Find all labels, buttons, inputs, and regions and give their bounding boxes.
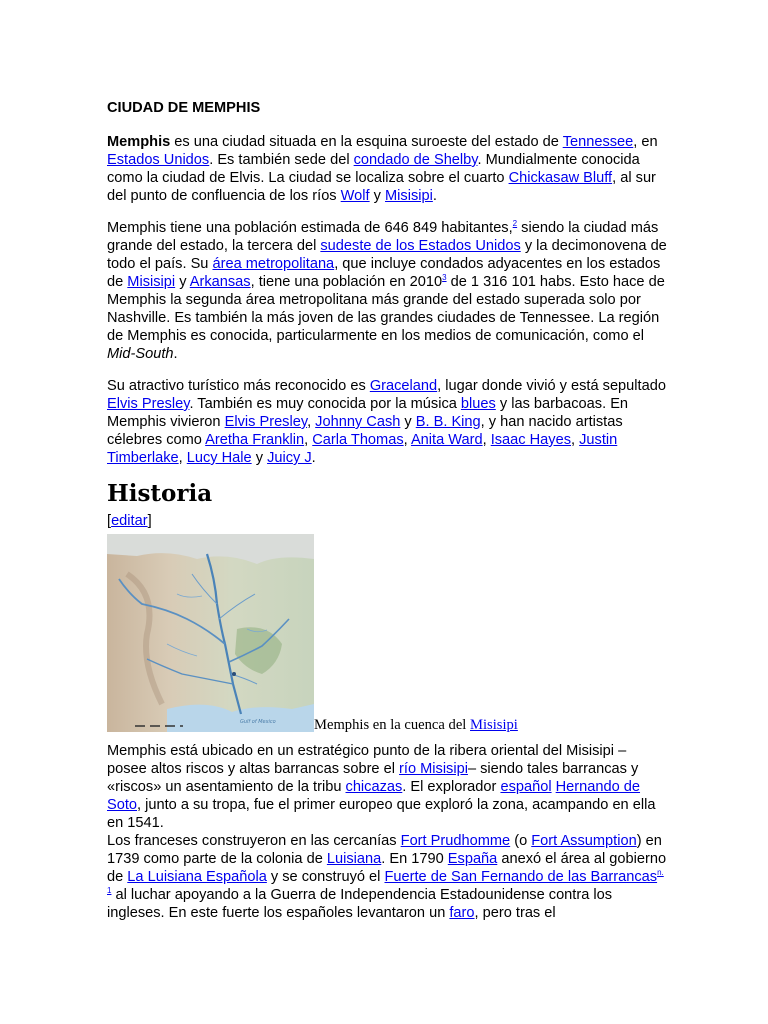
- text: ,: [307, 414, 316, 430]
- text: . El explorador: [402, 779, 501, 795]
- text: , en: [633, 134, 658, 150]
- text: es una ciudad situada en la esquina suroeste del estado de: [170, 134, 563, 150]
- link-chickasaw-bluff[interactable]: Chickasaw Bluff: [508, 170, 613, 186]
- text: y: [369, 188, 386, 204]
- link-wolf[interactable]: Wolf: [340, 188, 370, 204]
- link-lucy-hale[interactable]: Lucy Hale: [186, 450, 252, 466]
- edit-link[interactable]: editar: [111, 513, 148, 529]
- link-hernando-de-soto[interactable]: Hernando de Soto: [107, 779, 641, 813]
- link-area-metropolitana[interactable]: área metropolitana: [212, 256, 335, 272]
- bracket: ]: [147, 513, 152, 529]
- link-condado-shelby[interactable]: condado de Shelby: [353, 152, 478, 168]
- bracket: [: [107, 513, 112, 529]
- link-carla-thomas[interactable]: Carla Thomas: [312, 432, 404, 448]
- text: y la decimonovena de todo el país. Su: [107, 238, 667, 272]
- link-luisiana-espanola[interactable]: La Luisiana Española: [127, 869, 267, 885]
- text: ) en 1739 como parte de la colonia de: [107, 833, 662, 867]
- map-image[interactable]: [107, 534, 314, 732]
- link-arkansas[interactable]: Arkansas: [189, 274, 251, 290]
- text: , junto a su tropa, fue el primer europeo que exploró la zona, acampando en ella en 1541.: [107, 797, 656, 831]
- emphasis: Mid-South: [107, 346, 174, 362]
- link-isaac-hayes[interactable]: Isaac Hayes: [490, 432, 572, 448]
- text: .: [432, 188, 437, 204]
- text: , al sur del punto de confluencia de los ríos: [107, 170, 656, 204]
- text: , pero tras el: [474, 905, 556, 921]
- caption-link-misisipi[interactable]: Misisipi: [470, 717, 518, 733]
- text: , tiene una población en 2010: [250, 274, 443, 290]
- link-aretha-franklin[interactable]: Aretha Franklin: [205, 432, 305, 448]
- link-espana[interactable]: España: [447, 851, 498, 867]
- link-elvis-presley[interactable]: Elvis Presley: [107, 396, 190, 412]
- link-estados-unidos[interactable]: Estados Unidos: [107, 152, 210, 168]
- link-fort-prudhomme[interactable]: Fort Prudhomme: [400, 833, 511, 849]
- text: ,: [403, 432, 411, 448]
- text: y: [400, 414, 416, 430]
- link-juicy-j[interactable]: Juicy J: [267, 450, 312, 466]
- text: anexó el área al gobierno de: [107, 851, 667, 885]
- note-1[interactable]: n. 1: [107, 868, 664, 896]
- memphis-marker: [232, 672, 236, 676]
- mississippi-basin-map: [107, 534, 314, 732]
- link-johnny-cash[interactable]: Johnny Cash: [315, 414, 401, 430]
- text: Los franceses construyeron en las cercanías: [107, 833, 401, 849]
- paragraph-history: [107, 742, 667, 922]
- text: ,: [178, 450, 187, 466]
- paragraph-population: [107, 219, 667, 363]
- text: Su atractivo turístico más reconocido es: [107, 378, 370, 394]
- section-heading-historia: Historia: [107, 480, 213, 507]
- text: – siendo tales barrancas y «riscos» un asentamiento de la tribu: [107, 761, 639, 795]
- link-justin-timberlake[interactable]: Justin Timberlake: [107, 432, 618, 466]
- text: al luchar apoyando a la Guerra de Independencia Estadounidense contra los ingleses. En este fuerte los españoles levantaron un: [107, 887, 613, 921]
- edit-section-line: [107, 513, 152, 529]
- text: siendo la ciudad más grande del estado, la tercera del: [107, 220, 659, 254]
- text: y las barbacoas. En Memphis vivieron: [107, 396, 629, 430]
- text: ,: [304, 432, 313, 448]
- text: y: [251, 450, 268, 466]
- text: ,: [571, 432, 580, 448]
- text: . Mundialmente conocida como la ciudad de Elvis. La ciudad se localiza sobre el cuarto: [107, 152, 640, 186]
- link-fuerte-san-fernando[interactable]: Fuerte de San Fernando de las Barrancas: [384, 869, 658, 885]
- text: (o: [510, 833, 532, 849]
- link-luisiana[interactable]: Luisiana: [326, 851, 382, 867]
- text: . También es muy conocida por la música: [189, 396, 461, 412]
- text: .: [173, 346, 178, 362]
- figure-mississippi-basin: [107, 534, 667, 734]
- link-sudeste[interactable]: sudeste de los Estados Unidos: [320, 238, 521, 254]
- link-bb-king[interactable]: B. B. King: [415, 414, 481, 430]
- bold-term: Memphis: [107, 134, 171, 150]
- text: y: [175, 274, 190, 290]
- paragraph-tourism: [107, 377, 667, 467]
- text: . En 1790: [381, 851, 448, 867]
- link-blues[interactable]: blues: [460, 396, 496, 412]
- reference-3[interactable]: 3: [442, 273, 447, 283]
- text: . Es también sede del: [209, 152, 354, 168]
- gulf-label: Gulf of Mexico: [240, 719, 276, 725]
- link-faro[interactable]: faro: [449, 905, 475, 921]
- reference-2[interactable]: 2: [512, 219, 518, 229]
- text: ,: [482, 432, 491, 448]
- article-title: CIUDAD DE MEMPHIS: [107, 100, 261, 116]
- link-fort-assumption[interactable]: Fort Assumption: [531, 833, 637, 849]
- text: de 1 316 101 habs. Esto hace de Memphis la segunda área metropolitana más grande del estado superada solo por Nashville. Es también la más joven de las grandes ciudades de Tennessee. La región de Memphis es conocida, particularmente en los medios de comunicación, como el: [107, 274, 665, 344]
- figure-caption: [314, 717, 518, 734]
- link-chicazas[interactable]: chicazas: [345, 779, 403, 795]
- link-misisipi[interactable]: Misisipi: [385, 188, 433, 204]
- link-graceland[interactable]: Graceland: [369, 378, 438, 394]
- link-misisipi-state[interactable]: Misisipi: [127, 274, 176, 290]
- caption-text: Memphis en la cuenca del: [314, 717, 471, 733]
- link-rio-misisipi[interactable]: río Misisipi: [399, 761, 468, 777]
- link-elvis-presley-2[interactable]: Elvis Presley: [224, 414, 308, 430]
- link-tennessee[interactable]: Tennessee: [562, 134, 634, 150]
- paragraph-intro: [107, 133, 667, 205]
- text: , y han nacido artistas célebres como: [107, 414, 623, 448]
- link-espanol[interactable]: español: [500, 779, 552, 795]
- link-anita-ward[interactable]: Anita Ward: [410, 432, 483, 448]
- text: , que incluye condados adyacentes en los estados de: [107, 256, 661, 290]
- text: .: [311, 450, 316, 466]
- text: y se construyó el: [266, 869, 385, 885]
- text: , lugar donde vivió y está sepultado: [437, 378, 666, 394]
- text: Memphis tiene una población estimada de 646 849 habitantes,: [107, 220, 513, 236]
- text: Memphis está ubicado en un estratégico punto de la ribera oriental del Misisipi – posee altos riscos y altas barrancas sobre el: [107, 743, 627, 777]
